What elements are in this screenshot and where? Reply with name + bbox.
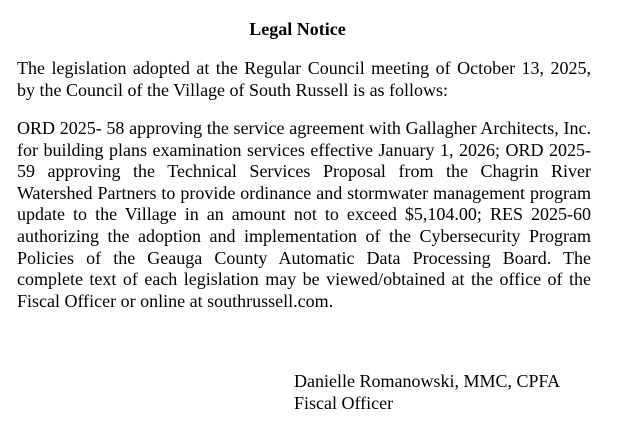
signature-block xyxy=(294,370,560,414)
notice-body-paragraph: ORD 2025- 58 approving the service agreement with Gallagher Architects, Inc. for building plans examination services effective January 1, 2026; ORD 2025-59 approving the Technical Services Proposal from the Chagrin River Watershed Partners to provide ordinance and stormwater management program update to the Village in an amount not to exceed $5,104.00; RES 2025-60 authorizing the adoption and implementation of the Cybersecurity Program Policies of the Geauga County Automatic Data Processing Board. The complete text of each legislation may be viewed/obtained at the office of the Fiscal Officer or online at southrussell.com. xyxy=(17,118,591,311)
notice-intro-paragraph: The legislation adopted at the Regular Council meeting of October 13, 2025, by the Council of the Village of South Russell is as follows: xyxy=(17,58,591,100)
signatory-title: Fiscal Officer xyxy=(294,393,394,413)
signatory-name: Danielle Romanowski, MMC, CPFA xyxy=(294,371,561,391)
notice-title: Legal Notice xyxy=(249,19,346,39)
